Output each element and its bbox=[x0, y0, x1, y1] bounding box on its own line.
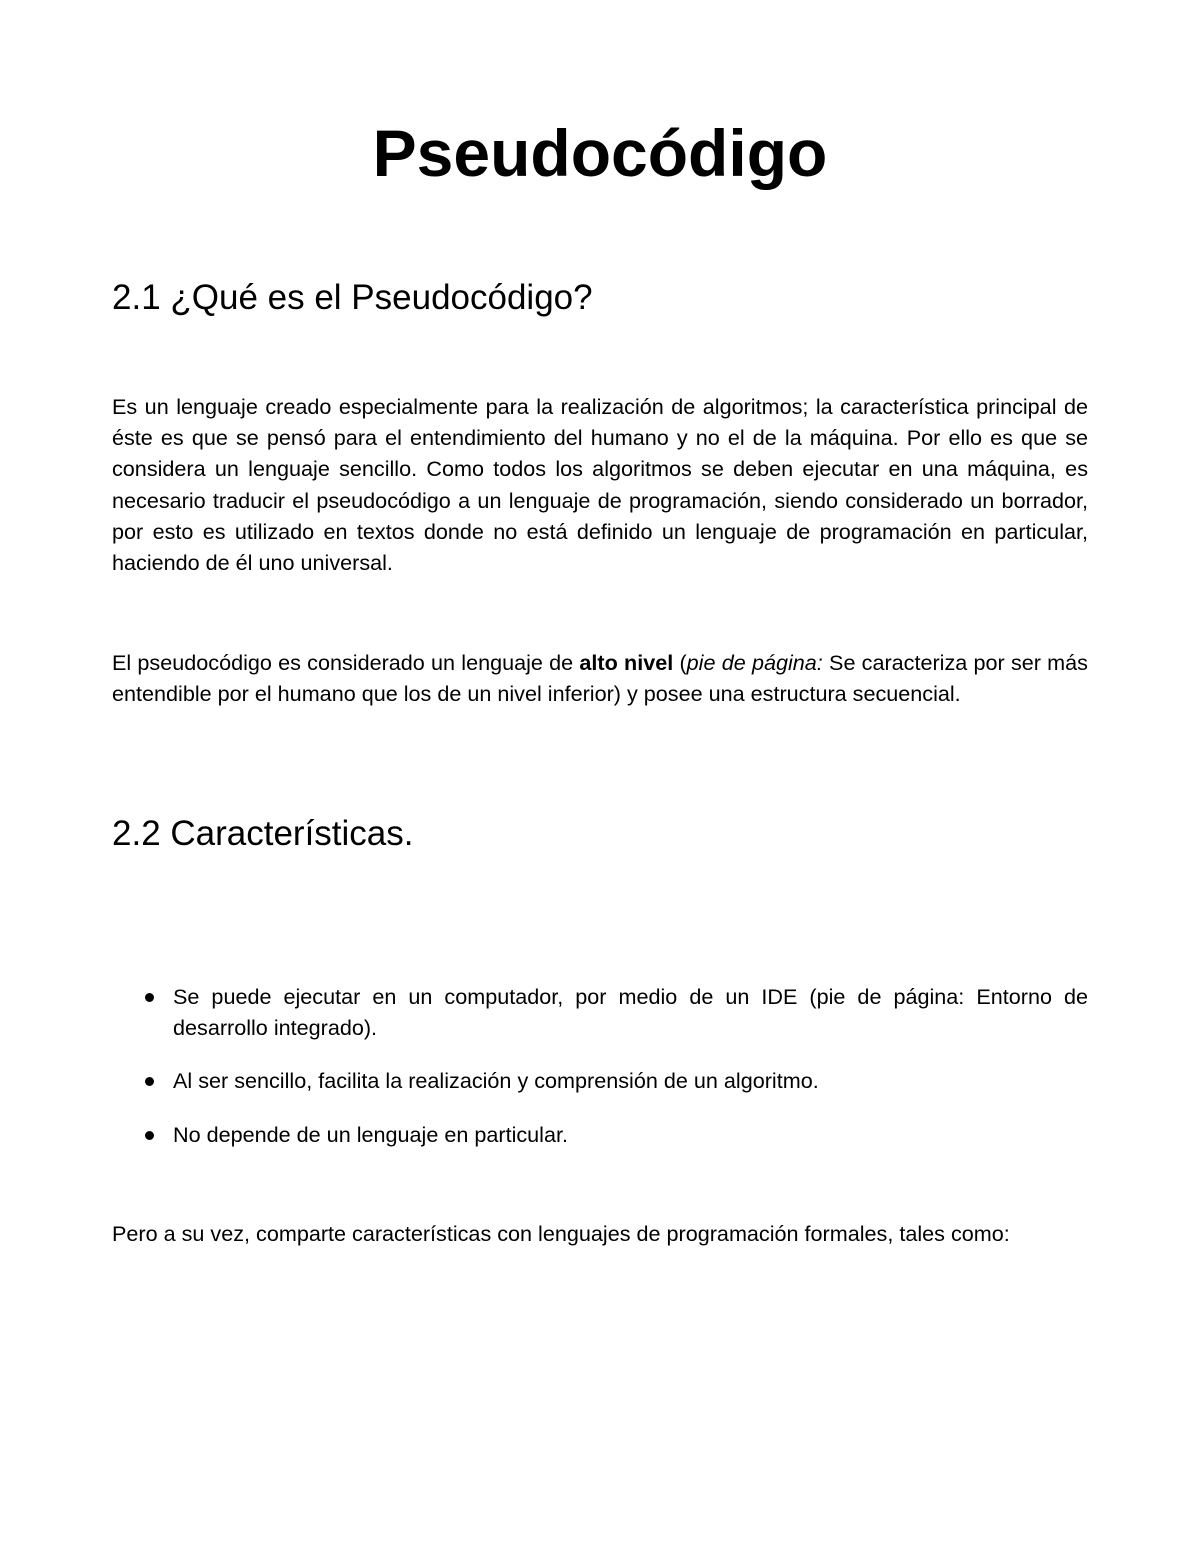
footnote-label: pie de página: bbox=[686, 650, 823, 675]
list-item bbox=[145, 1065, 1088, 1096]
paragraph-definition: Es un lenguaje creado especialmente para la realización de algoritmos; la característica principal de éste es que se pensó para el entendimiento del humano y no el de la máquina. Por ello es que se considera un lenguaje sencillo. Como todos los algoritmos se deben ejecutar en una máquina, es necesario traducir el pseudocódigo a un lenguaje de programación, siendo considerado un borrador, por esto es utilizado en textos donde no está definido un lenguaje de programación en particular, haciendo de él uno universal. bbox=[112, 394, 1088, 576]
list-item bbox=[145, 981, 1088, 1043]
bullet-icon bbox=[145, 1077, 154, 1086]
bullet-icon bbox=[145, 993, 154, 1002]
paragraph-high-level bbox=[112, 647, 1088, 709]
paragraph-closing: Pero a su vez, comparte características con lenguajes de programación formales, tales como: bbox=[112, 1221, 1010, 1246]
bullet-icon bbox=[145, 1131, 154, 1140]
paragraph-high-level-text-2: ( bbox=[673, 650, 687, 675]
list-item-text: No depende de un lenguaje en particular. bbox=[173, 1121, 568, 1147]
section-heading-what-is: 2.1 ¿Qué es el Pseudocódigo? bbox=[112, 278, 593, 317]
characteristics-list bbox=[145, 981, 1088, 1150]
bold-term-high-level: alto nivel bbox=[579, 650, 674, 675]
list-item-text: Se puede ejecutar en un computador, por medio de un IDE (pie de página: Entorno de desarrollo integrado). bbox=[173, 984, 1088, 1041]
paragraph-high-level-text-3: Se caracteriza por ser más entendible por el humano que los de un nivel inferior) y posee una estructura secuencial. bbox=[112, 650, 1088, 707]
document-title: Pseudocódigo bbox=[372, 116, 828, 190]
list-item bbox=[145, 1119, 1088, 1150]
list-item-text: Al ser sencillo, facilita la realización y comprensión de un algoritmo. bbox=[173, 1068, 819, 1094]
paragraph-high-level-text-1: El pseudocódigo es considerado un lenguaje de bbox=[112, 650, 580, 675]
section-heading-characteristics: 2.2 Características. bbox=[112, 814, 414, 853]
